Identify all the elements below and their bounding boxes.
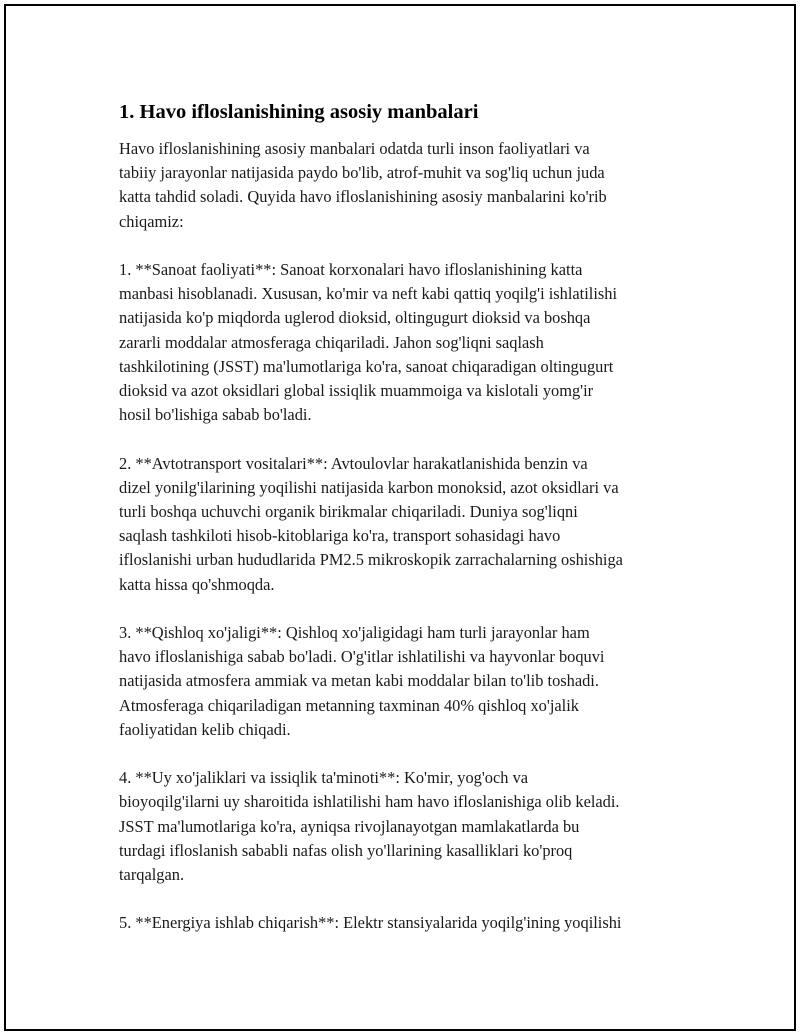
- text-line: ifloslanishi urban hududlarida PM2.5 mikroskopik zarrachalarning oshishiga: [119, 550, 623, 570]
- text-line: manbasi hisoblanadi. Xususan, ko'mir va neft kabi qattiq yoqilg'i ishlatilishi: [119, 284, 618, 304]
- paragraph: [119, 621, 699, 742]
- text-line: 2. **Avtotransport vositalari**: Avtoulovlar harakatlanishida benzin va: [119, 453, 588, 473]
- text-line: turdagi ifloslanish sababli nafas olish yo'llarining kasalliklari ko'proq: [119, 840, 573, 860]
- text-line: katta tahdid soladi. Quyida havo ifloslanishining asosiy manbalarini ko'rib: [119, 187, 607, 207]
- text-line: tabiiy jarayonlar natijasida paydo bo'lib, atrof-muhit va sog'liq uchun juda: [119, 163, 605, 183]
- text-line: 3. **Qishloq xo'jaligi**: Qishloq xo'jaligidagi ham turli jarayonlar ham: [119, 623, 590, 643]
- text-line: dioksid va azot oksidlari global issiqlik muammoiga va kislotali yomg'ir: [119, 381, 594, 401]
- text-line: turli boshqa uchuvchi organik birikmalar chiqariladi. Duniya sog'liqni: [119, 502, 578, 522]
- paragraph-list: [119, 137, 699, 936]
- paragraph: [119, 911, 699, 935]
- paragraph: [119, 766, 699, 887]
- text-line: bioyoqilg'ilarni uy sharoitida ishlatilishi ham havo ifloslanishiga olib keladi.: [119, 792, 620, 812]
- text-line: faoliyatidan kelib chiqadi.: [119, 719, 291, 739]
- text-line: havo ifloslanishiga sabab bo'ladi. O'g'itlar ishlatilishi va hayvonlar boquvi: [119, 647, 605, 667]
- text-line: natijasida atmosfera ammiak va metan kabi moddalar bilan to'lib toshadi.: [119, 671, 599, 691]
- text-line: 5. **Energiya ishlab chiqarish**: Elektr stansiyalarida yoqilg'ining yoqilishi: [119, 913, 622, 933]
- text-line: tarqalgan.: [119, 865, 185, 885]
- text-line: 4. **Uy xo'jaliklari va issiqlik ta'minoti**: Ko'mir, yog'och va: [119, 768, 529, 788]
- text-line: saqlash tashkiloti hisob-kitoblariga ko'ra, transport sohasidagi havo: [119, 526, 561, 546]
- text-line: natijasida ko'p miqdorda uglerod dioksid, oltingugurt dioksid va boshqa: [119, 308, 591, 328]
- text-line: Atmosferaga chiqariladigan metanning taxminan 40% qishloq xo'jalik: [119, 695, 579, 715]
- text-line: zararli moddalar atmosferaga chiqariladi. Jahon sog'liqni saqlash: [119, 332, 544, 352]
- paragraph: [119, 452, 699, 597]
- document-title: 1. Havo ifloslanishining asosiy manbalari: [119, 101, 479, 123]
- text-line: JSST ma'lumotlariga ko'ra, ayniqsa rivojlanayotgan mamlakatlarda bu: [119, 816, 580, 836]
- paragraph: [119, 137, 699, 234]
- document-body: [119, 99, 699, 960]
- text-line: 1. **Sanoat faoliyati**: Sanoat korxonalari havo ifloslanishining katta: [119, 260, 583, 279]
- text-line: dizel yonilg'ilarining yoqilishi natijasida karbon monoksid, azot oksidlari va: [119, 477, 619, 497]
- text-line: hosil bo'lishiga sabab bo'ladi.: [119, 405, 312, 425]
- page-frame: [4, 4, 796, 1031]
- text-line: katta hissa qo'shmoqda.: [119, 574, 275, 594]
- text-line: tashkilotining (JSST) ma'lumotlariga ko'ra, sanoat chiqaradigan oltingugurt: [119, 356, 614, 376]
- paragraph: [119, 258, 699, 427]
- text-line: Havo ifloslanishining asosiy manbalari odatda turli inson faoliyatlari va: [119, 139, 590, 158]
- text-line: chiqamiz:: [119, 211, 184, 231]
